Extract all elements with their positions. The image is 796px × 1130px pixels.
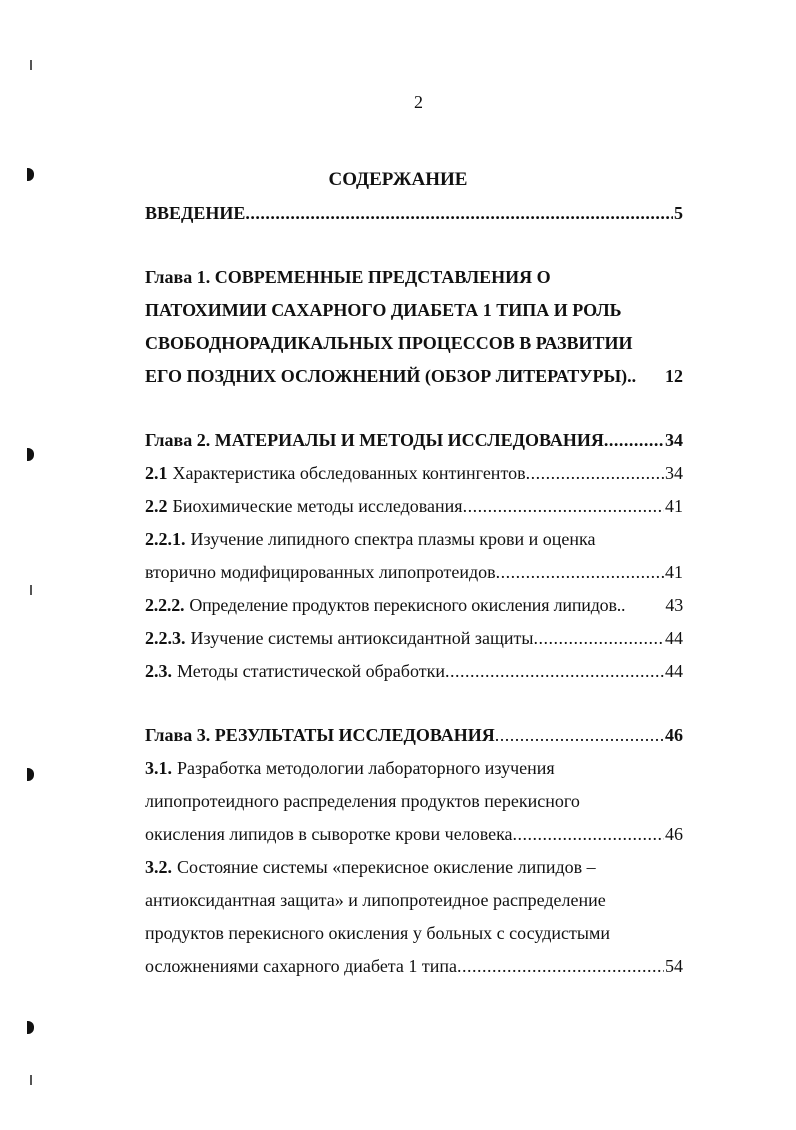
scan-mark	[27, 1021, 34, 1034]
entry-label: осложнениями сахарного диабета 1 типа	[145, 956, 458, 976]
entry-page: 44	[665, 661, 683, 681]
page-number: 2	[414, 92, 423, 112]
entry-label: вторично модифицированных липопротеидов	[145, 562, 496, 582]
entry-label: Состояние системы «перекисное окисление липидов –	[177, 857, 596, 877]
toc-title: СОДЕРЖАНИЕ	[328, 169, 468, 190]
dot-leader	[533, 627, 664, 649]
toc-entry-3-1-line3	[145, 823, 683, 845]
entry-number: 3.2.	[145, 857, 172, 877]
dot-leader	[513, 823, 664, 845]
dot-leader	[245, 202, 673, 224]
toc-entry-2-2	[145, 495, 683, 517]
scan-mark	[27, 448, 34, 461]
entry-label: Изучение системы антиоксидантной защиты	[190, 628, 534, 648]
entry-page: 41	[665, 496, 683, 516]
toc-entry-intro	[145, 202, 683, 224]
toc-entry-3-2-line4	[145, 955, 683, 977]
dot-leader	[457, 955, 664, 977]
entry-number: 3.1.	[145, 758, 172, 778]
toc-entry-ch3	[145, 724, 683, 746]
toc-entry-ch1-line3: СВОБОДНОРАДИКАЛЬНЫХ ПРОЦЕССОВ В РАЗВИТИИ	[145, 333, 633, 353]
toc-entry-2-1	[145, 462, 683, 484]
toc-entry-3-2-line2: антиоксидантная защита» и липопротеидное распределение	[145, 890, 606, 910]
scan-mark	[30, 60, 32, 70]
entry-page: 46	[665, 725, 683, 745]
scan-mark	[27, 768, 34, 781]
dot-leader	[463, 495, 664, 517]
entry-label: Методы статистической обработки	[177, 661, 445, 681]
entry-number: 2.2.3.	[145, 628, 186, 648]
entry-number: 2.1	[145, 463, 168, 483]
entry-label: Определение продуктов перекисного окисления липидов..	[189, 595, 626, 615]
entry-page: 43	[665, 595, 683, 615]
dot-leader	[495, 724, 664, 746]
entry-page: 34	[665, 463, 683, 483]
entry-label: ВВЕДЕНИЕ	[145, 203, 246, 223]
dot-leader	[604, 429, 664, 451]
toc-entry-2-3	[145, 660, 683, 682]
toc-entry-3-2-line1	[145, 856, 683, 878]
toc-entry-2-2-1-line2	[145, 561, 683, 583]
entry-page: 34	[665, 430, 683, 450]
entry-label: Глава 2. МАТЕРИАЛЫ И МЕТОДЫ ИССЛЕДОВАНИЯ	[145, 430, 604, 450]
scan-mark	[30, 585, 32, 595]
toc-entry-ch1-line1: Глава 1. СОВРЕМЕННЫЕ ПРЕДСТАВЛЕНИЯ О	[145, 267, 551, 287]
toc-entry-3-1-line1	[145, 757, 683, 779]
entry-number: 2.2.1.	[145, 529, 186, 549]
entry-label: Изучение липидного спектра плазмы крови и оценка	[190, 529, 596, 549]
toc-entry-2-2-3	[145, 627, 683, 649]
entry-number: 2.3.	[145, 661, 172, 681]
toc-entry-ch1-line2: ПАТОХИМИИ САХАРНОГО ДИАБЕТА 1 ТИПА И РОЛЬ	[145, 300, 622, 320]
entry-page: 44	[665, 628, 683, 648]
entry-label: окисления липидов в сыворотке крови человека	[145, 824, 513, 844]
entry-label: Характеристика обследованных контингентов	[172, 463, 526, 483]
scan-mark	[30, 1075, 32, 1085]
entry-label: ЕГО ПОЗДНИХ ОСЛОЖНЕНИЙ (ОБЗОР ЛИТЕРАТУРЫ)..	[145, 366, 637, 386]
entry-number: 2.2	[145, 496, 168, 516]
toc-entry-ch1-line4	[145, 365, 683, 387]
dot-leader	[526, 462, 664, 484]
entry-label: Глава 3. РЕЗУЛЬТАТЫ ИССЛЕДОВАНИЯ	[145, 725, 495, 745]
entry-page: 46	[665, 824, 683, 844]
entry-label: Биохимические методы исследования	[172, 496, 463, 516]
entry-page: 41	[665, 562, 683, 582]
entry-page: 54	[665, 956, 683, 976]
dot-leader	[445, 660, 664, 682]
entry-label: Разработка методологии лабораторного изучения	[177, 758, 555, 778]
entry-page: 5	[674, 203, 683, 223]
toc-entry-2-2-2	[145, 594, 683, 616]
toc-entry-2-2-1-line1	[145, 528, 683, 550]
dot-leader	[496, 561, 664, 583]
toc-entry-ch2	[145, 429, 683, 451]
entry-number: 2.2.2.	[145, 595, 185, 615]
toc-entry-3-1-line2: липопротеидного распределения продуктов перекисного	[145, 791, 580, 811]
entry-page: 12	[665, 366, 683, 386]
toc-entry-3-2-line3: продуктов перекисного окисления у больных с сосудистыми	[145, 923, 610, 943]
